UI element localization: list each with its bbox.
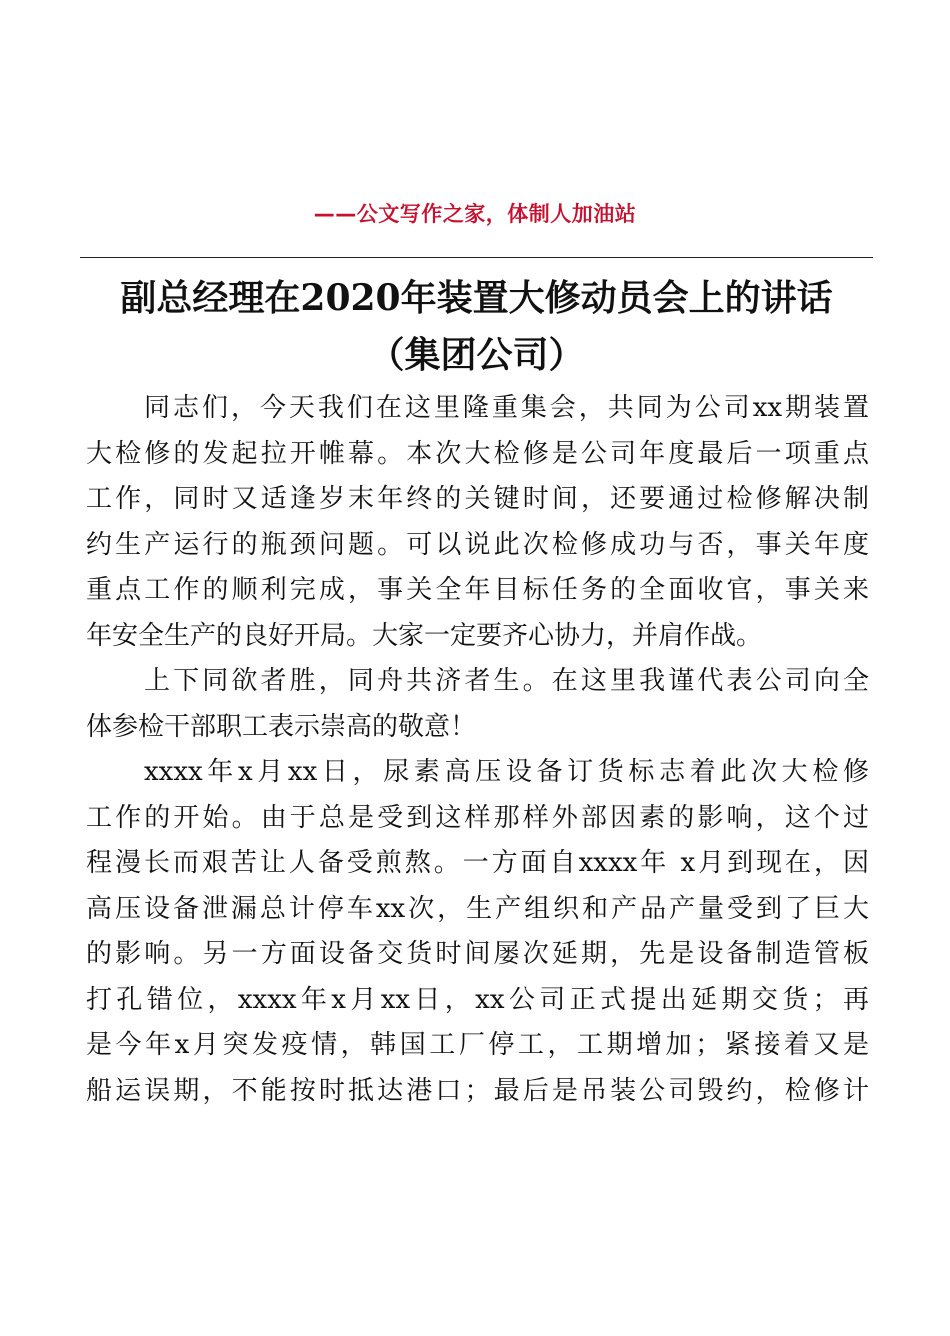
title-line-2: （集团公司） — [368, 334, 585, 376]
header-divider — [80, 257, 873, 258]
body-line: 上下同欲者胜，同舟共济者生。在这里我谨代表公司向全 — [144, 666, 869, 696]
body-line: 大检修的发起拉开帷幕。本次大检修是公司年度最后一项重点 — [86, 438, 869, 469]
header-tagline: ——公文写作之家，体制人加油站 — [313, 202, 637, 226]
body-line: 的影响。另一方面设备交货时间屡次延期，先是设备制造管板 — [86, 939, 869, 969]
body-line: xxxx年x月xx日，尿素高压设备订货标志着此次大检修 — [144, 757, 869, 787]
body-line: 是今年x月突发疫情，韩国工厂停工，工期增加；紧接着又是 — [86, 1030, 869, 1060]
body-line: 程漫长而艰苦让人备受煎熬。一方面自xxxx年 x月到现在，因 — [86, 848, 869, 878]
body-line: 工作，同时又适逢岁末年终的关键时间，还要通过检修解决制 — [86, 484, 869, 514]
body-line: 工作的开始。由于总是受到这样那样外部因素的影响，这个过 — [86, 802, 869, 833]
document-title — [80, 270, 873, 384]
body-line: 船运误期，不能按时抵达港口；最后是吊装公司毁约，检修计 — [86, 1075, 869, 1106]
body-line: 高压设备泄漏总计停车xx次，生产组织和产品产量受到了巨大 — [86, 893, 869, 924]
document-body — [86, 386, 869, 1114]
title-line-1: 副总经理在2020年装置大修动员会上的讲话 — [120, 277, 833, 319]
body-line: 约生产运行的瓶颈问题。可以说此次检修成功与否，事关年度 — [86, 529, 869, 560]
body-line: 年安全生产的良好开局。大家一定要齐心协力，并肩作战。 — [86, 620, 763, 651]
body-line: 重点工作的顺利完成，事关全年目标任务的全面收官，事关来 — [86, 575, 869, 605]
body-line: 体参检干部职工表示崇高的敬意！ — [86, 711, 477, 742]
body-line: 同志们，今天我们在这里隆重集会，共同为公司xx期装置 — [144, 393, 869, 423]
body-line: 打孔错位，xxxx年x月xx日，xx公司正式提出延期交货；再 — [86, 984, 869, 1015]
